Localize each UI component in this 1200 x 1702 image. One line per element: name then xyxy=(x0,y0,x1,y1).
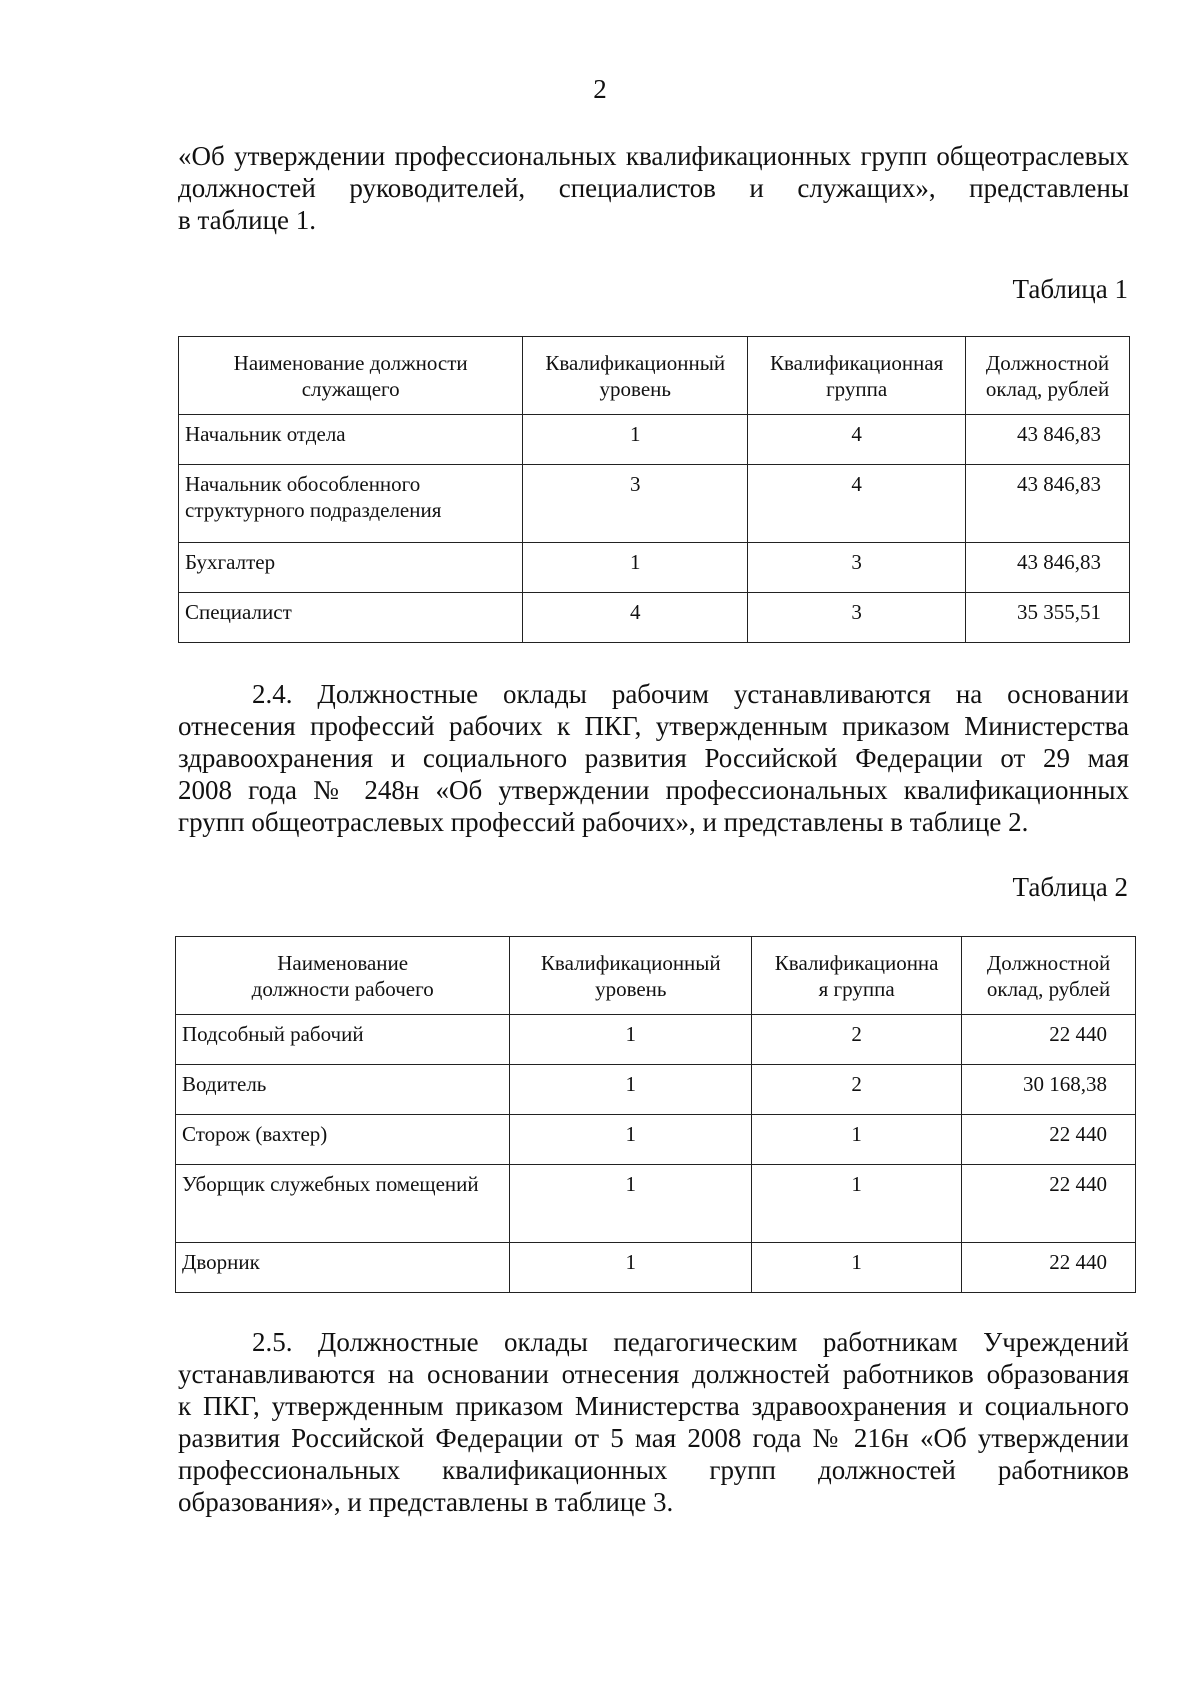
qualification-group-cell: 1 xyxy=(752,1243,962,1293)
profession-name-cell: Подсобный рабочий xyxy=(176,1015,510,1065)
paragraph-line: развития Российской Федерации от 5 мая 2008 года № 216н «Об утверждении xyxy=(178,1423,1129,1453)
table-row xyxy=(176,1115,1136,1165)
header-line: я группа xyxy=(818,976,895,1001)
position-name-cell: Бухгалтер xyxy=(179,543,523,593)
header-cell xyxy=(962,937,1136,1015)
salary-cell: 30 168,38 xyxy=(962,1065,1136,1115)
salary-cell: 22 440 xyxy=(962,1115,1136,1165)
header-line: уровень xyxy=(595,976,667,1001)
qualification-level-cell: 1 xyxy=(510,1165,752,1243)
paragraph-line: образования», и представлены в таблице 3. xyxy=(178,1487,674,1517)
table-2-caption: Таблица 2 xyxy=(1012,872,1128,902)
profession-name-cell: Водитель xyxy=(176,1065,510,1115)
salary-cell: 43 846,83 xyxy=(966,465,1130,543)
position-name-cell: Начальник обособленного структурного подразделения xyxy=(179,465,523,543)
header-line: оклад, рублей xyxy=(986,976,1111,1001)
profession-name-cell: Уборщик служебных помещений xyxy=(176,1165,510,1243)
table-row xyxy=(176,1165,1136,1243)
table-2 xyxy=(175,936,1136,1293)
qualification-level-cell: 4 xyxy=(523,593,748,643)
paragraph-2-5 xyxy=(178,1326,1129,1518)
table-row xyxy=(176,1065,1136,1115)
header-cell xyxy=(752,937,962,1015)
qualification-level-cell: 1 xyxy=(510,1015,752,1065)
qualification-level-cell: 1 xyxy=(510,1115,752,1165)
table-1-caption: Таблица 1 xyxy=(1012,274,1128,304)
paragraph-2-4 xyxy=(178,678,1129,838)
header-cell: Квалификационная группа xyxy=(748,337,966,415)
paragraph-line: 2.4. Должностные оклады рабочим устанавливаются на основании xyxy=(252,679,1129,709)
paragraph-line: групп общеотраслевых профессий рабочих», и представлены в таблице 2. xyxy=(178,807,1029,837)
table-header-row xyxy=(176,937,1136,1015)
paragraph-line: профессиональных квалификационных групп должностей работников xyxy=(178,1455,1129,1485)
position-name-cell: Начальник отдела xyxy=(179,415,523,465)
qualification-level-cell: 1 xyxy=(523,543,748,593)
header-cell: Должностной оклад, рублей xyxy=(966,337,1130,415)
header-line: Квалификационный xyxy=(540,950,721,975)
qualification-group-cell: 3 xyxy=(748,593,966,643)
profession-name-cell: Сторож (вахтер) xyxy=(176,1115,510,1165)
qualification-level-cell: 1 xyxy=(510,1243,752,1293)
header-line: Квалификационна xyxy=(774,950,939,975)
salary-cell: 22 440 xyxy=(962,1015,1136,1065)
table-row xyxy=(179,415,1130,465)
paragraph-line: «Об утверждении профессиональных квалификационных групп общеотраслевых xyxy=(178,141,1129,171)
header-line: должности рабочего xyxy=(251,976,434,1001)
salary-cell: 22 440 xyxy=(962,1243,1136,1293)
paragraph-line: здравоохранения и социального развития Российской Федерации от 29 мая xyxy=(178,743,1129,773)
table-header-row xyxy=(179,337,1130,415)
paragraph-line: к ПКГ, утвержденным приказом Министерства здравоохранения и социального xyxy=(178,1391,1129,1421)
salary-cell: 43 846,83 xyxy=(966,415,1130,465)
table-row xyxy=(179,543,1130,593)
position-name-cell: Специалист xyxy=(179,593,523,643)
profession-name-cell: Дворник xyxy=(176,1243,510,1293)
table-row xyxy=(176,1015,1136,1065)
table-row xyxy=(179,593,1130,643)
table-row xyxy=(179,465,1130,543)
salary-cell: 43 846,83 xyxy=(966,543,1130,593)
header-cell xyxy=(176,937,510,1015)
intro-paragraph xyxy=(178,140,1129,236)
qualification-group-cell: 4 xyxy=(748,415,966,465)
page-number: 2 xyxy=(593,74,607,104)
qualification-group-cell: 1 xyxy=(752,1165,962,1243)
header-line: Наименование xyxy=(277,950,409,975)
paragraph-line: 2.5. Должностные оклады педагогическим работникам Учреждений xyxy=(252,1327,1129,1357)
paragraph-line: 2008 года № 248н «Об утверждении профессиональных квалификационных xyxy=(178,775,1129,805)
qualification-group-cell: 2 xyxy=(752,1015,962,1065)
table-1 xyxy=(178,336,1130,643)
paragraph-line: должностей руководителей, специалистов и служащих», представлены xyxy=(178,173,1129,203)
salary-cell: 35 355,51 xyxy=(966,593,1130,643)
paragraph-line: отнесения профессий рабочих к ПКГ, утвержденным приказом Министерства xyxy=(178,711,1129,741)
qualification-group-cell: 3 xyxy=(748,543,966,593)
paragraph-line: в таблице 1. xyxy=(178,205,317,235)
header-cell: Наименование должности служащего xyxy=(179,337,523,415)
qualification-level-cell: 3 xyxy=(523,465,748,543)
salary-cell: 22 440 xyxy=(962,1165,1136,1243)
qualification-level-cell: 1 xyxy=(523,415,748,465)
qualification-group-cell: 4 xyxy=(748,465,966,543)
header-cell xyxy=(510,937,752,1015)
qualification-group-cell: 2 xyxy=(752,1065,962,1115)
table-row xyxy=(176,1243,1136,1293)
paragraph-line: устанавливаются на основании отнесения должностей работников образования xyxy=(178,1359,1129,1389)
header-cell: Квалификационный уровень xyxy=(523,337,748,415)
qualification-group-cell: 1 xyxy=(752,1115,962,1165)
header-line: Должностной xyxy=(986,950,1111,975)
qualification-level-cell: 1 xyxy=(510,1065,752,1115)
